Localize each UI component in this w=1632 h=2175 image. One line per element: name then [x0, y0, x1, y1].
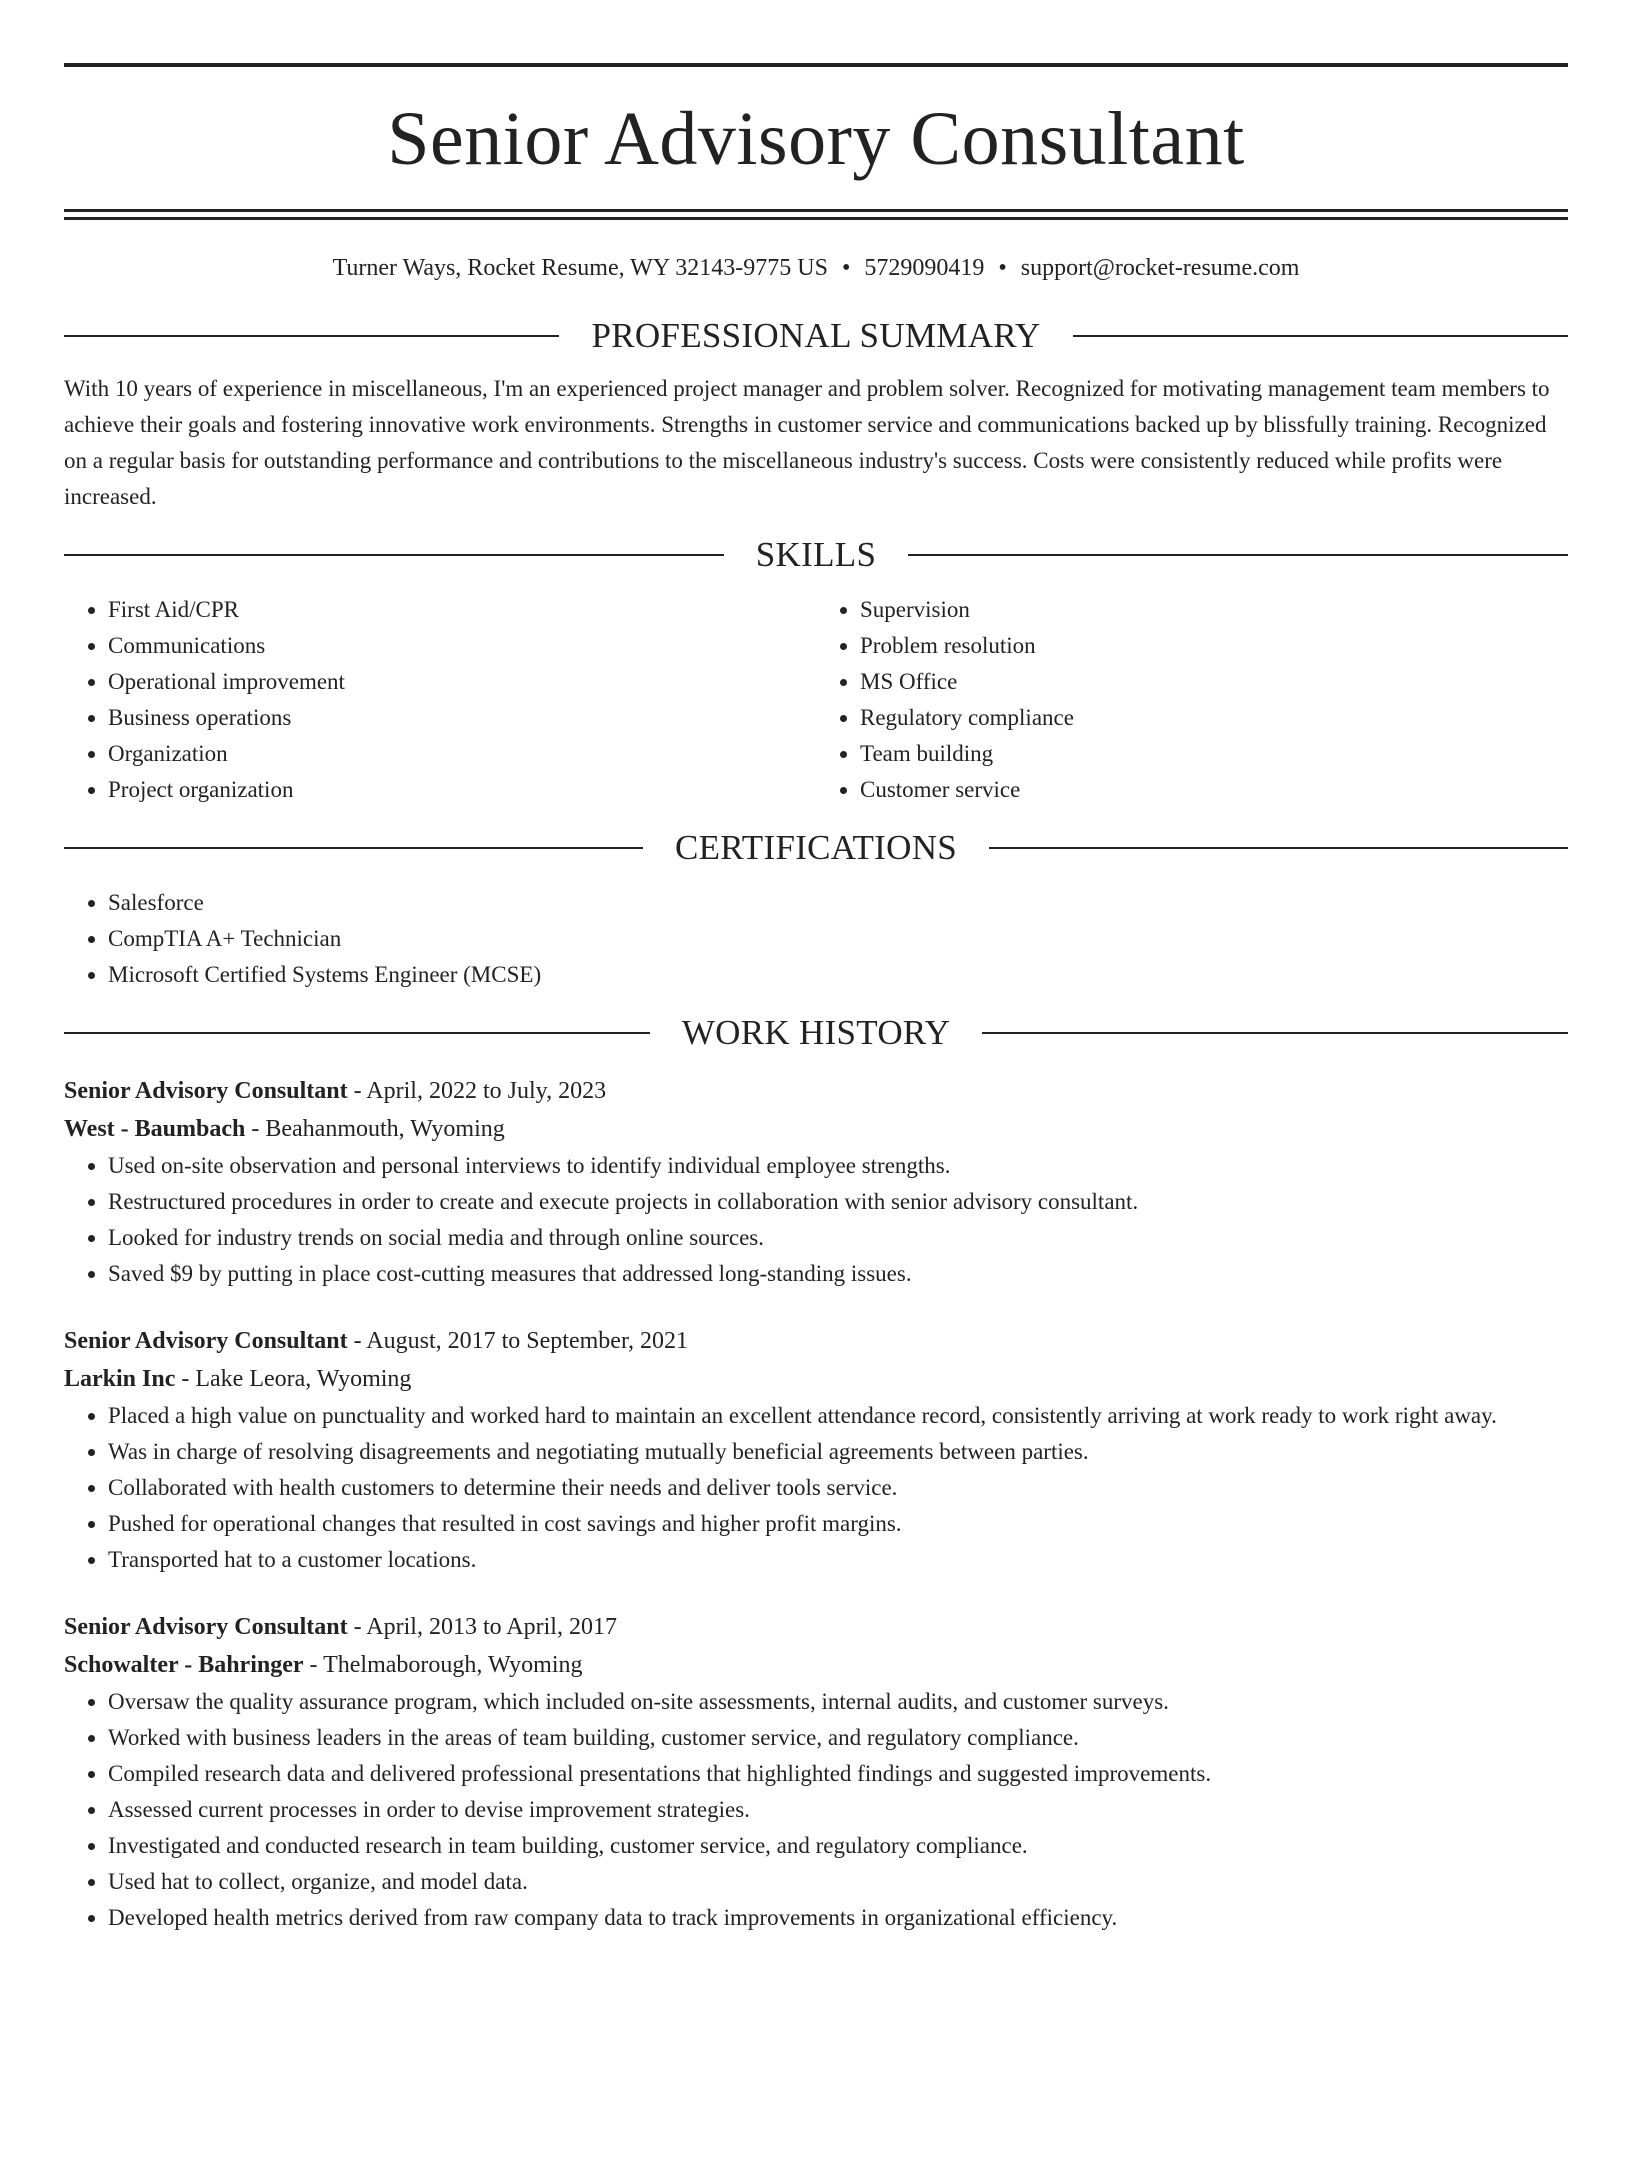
job-bullet: • Saved $9 by putting in place cost-cutting measures that addressed long-standing issues.	[108, 1256, 1568, 1292]
job-location: - Beahanmouth, Wyoming	[245, 1116, 505, 1142]
job-bullet: • Placed a high value on punctuality and worked hard to maintain an excellent attendance record, consistently arriving at work ready to work right away.	[108, 1398, 1568, 1434]
certifications-heading	[64, 830, 1568, 865]
skills-heading-label: SKILLS	[755, 535, 877, 574]
skills-list-right	[816, 592, 1568, 808]
job-title: Senior Advisory Consultant	[64, 1328, 348, 1354]
heading-rule-right	[1073, 335, 1568, 337]
job-bullet: • Compiled research data and delivered professional presentations that highlighted findings and suggested improvements.	[108, 1756, 1568, 1792]
contact-line	[64, 256, 1568, 280]
job-company: Larkin Inc	[64, 1366, 176, 1392]
certifications-heading-label: CERTIFICATIONS	[674, 828, 958, 867]
top-rule	[64, 63, 1568, 67]
heading-rule-right	[908, 554, 1568, 556]
certification-item: • Microsoft Certified Systems Engineer (MCSE)	[108, 957, 1568, 993]
skills-list-left	[64, 592, 816, 808]
skill-item: • MS Office	[860, 664, 1568, 700]
skill-item: • Customer service	[860, 772, 1568, 808]
skill-item: • Business operations	[108, 700, 816, 736]
heading-rule-left	[64, 847, 643, 849]
job-bullet: • Pushed for operational changes that resulted in cost savings and higher profit margins.	[108, 1506, 1568, 1542]
job-location: - Thelmaborough, Wyoming	[303, 1652, 583, 1678]
job-bullet: • Oversaw the quality assurance program, which included on-site assessments, internal audits, and customer surveys.	[108, 1684, 1568, 1720]
certification-item: • CompTIA A+ Technician	[108, 921, 1568, 957]
job-company: West - Baumbach	[64, 1116, 246, 1142]
job-bullet: • Collaborated with health customers to determine their needs and deliver tools service.	[108, 1470, 1568, 1506]
skill-item: • First Aid/CPR	[108, 592, 816, 628]
job-dates: - April, 2022 to July, 2023	[347, 1078, 607, 1104]
job-bullet: • Restructured procedures in order to create and execute projects in collaboration with senior advisory consultant.	[108, 1184, 1568, 1220]
job-bullet: • Transported hat to a customer locations.	[108, 1542, 1568, 1578]
job-bullet: • Used on-site observation and personal interviews to identify individual employee strengths.	[108, 1148, 1568, 1184]
heading-rule-right	[989, 847, 1568, 849]
skill-item: • Organization	[108, 736, 816, 772]
resume-page	[0, 63, 1632, 2175]
skill-item: • Supervision	[860, 592, 1568, 628]
job-bullet: • Was in charge of resolving disagreements and negotiating mutually beneficial agreements between parties.	[108, 1434, 1568, 1470]
skills-grid	[64, 592, 1568, 808]
job-title-line	[64, 1608, 1568, 1646]
heading-rule-right	[982, 1032, 1568, 1034]
job-bullet-list	[64, 1398, 1568, 1578]
skill-item: • Regulatory compliance	[860, 700, 1568, 736]
job-bullet: • Used hat to collect, organize, and model data.	[108, 1864, 1568, 1900]
job-bullet: • Worked with business leaders in the areas of team building, customer service, and regulatory compliance.	[108, 1720, 1568, 1756]
skill-item: • Operational improvement	[108, 664, 816, 700]
contact-email: support@rocket-resume.com	[1020, 255, 1300, 281]
contact-address: Turner Ways, Rocket Resume, WY 32143-9775 US	[332, 255, 828, 281]
heading-rule-left	[64, 335, 559, 337]
job-company-line	[64, 1110, 1568, 1148]
job-entry	[64, 1322, 1568, 1578]
summary-text: With 10 years of experience in miscellaneous, I'm an experienced project manager and problem solver. Recognized for motivating management team members to achieve their goals and fostering innovative work environments. Strengths in customer service and communications backed up by blissfully training. Recognized on a regular basis for outstanding performance and contributions to the miscellaneous industry's success. Costs were consistently reduced while profits were increased.	[64, 376, 1550, 509]
certification-item: • Salesforce	[108, 885, 1568, 921]
skill-item: • Communications	[108, 628, 816, 664]
job-bullet: • Investigated and conducted research in team building, customer service, and regulatory compliance.	[108, 1828, 1568, 1864]
job-title-line	[64, 1322, 1568, 1360]
work-history-heading	[64, 1015, 1568, 1050]
job-bullet-list	[64, 1684, 1568, 1936]
heading-rule-left	[64, 1032, 650, 1034]
job-bullet: • Looked for industry trends on social media and through online sources.	[108, 1220, 1568, 1256]
job-bullet: • Developed health metrics derived from raw company data to track improvements in organizational efficiency.	[108, 1900, 1568, 1936]
job-title: Senior Advisory Consultant	[64, 1614, 348, 1640]
heading-rule-left	[64, 554, 724, 556]
contact-separator: •	[841, 255, 851, 281]
job-title-line	[64, 1072, 1568, 1110]
job-dates: - April, 2013 to April, 2017	[347, 1614, 617, 1640]
job-company-line	[64, 1646, 1568, 1684]
summary-heading-label: PROFESSIONAL SUMMARY	[591, 316, 1041, 355]
job-entry	[64, 1608, 1568, 1936]
contact-separator: •	[998, 255, 1007, 281]
skill-item: • Team building	[860, 736, 1568, 772]
summary-heading	[64, 318, 1568, 353]
contact-phone: 5729090419	[864, 255, 985, 281]
job-entry	[64, 1072, 1568, 1292]
job-bullet-list	[64, 1148, 1568, 1292]
name-double-rule	[64, 209, 1568, 220]
work-history-heading-label: WORK HISTORY	[681, 1013, 951, 1052]
skill-item: • Project organization	[108, 772, 816, 808]
skills-heading	[64, 537, 1568, 572]
resume-name: Senior Advisory Consultant	[387, 97, 1245, 181]
job-location: - Lake Leora, Wyoming	[175, 1366, 412, 1392]
job-company-line	[64, 1360, 1568, 1398]
job-bullet: • Assessed current processes in order to devise improvement strategies.	[108, 1792, 1568, 1828]
skill-item: • Problem resolution	[860, 628, 1568, 664]
job-dates: - August, 2017 to September, 2021	[347, 1328, 688, 1354]
certifications-list	[64, 885, 1568, 993]
job-title: Senior Advisory Consultant	[64, 1078, 348, 1104]
job-company: Schowalter - Bahringer	[64, 1652, 304, 1678]
